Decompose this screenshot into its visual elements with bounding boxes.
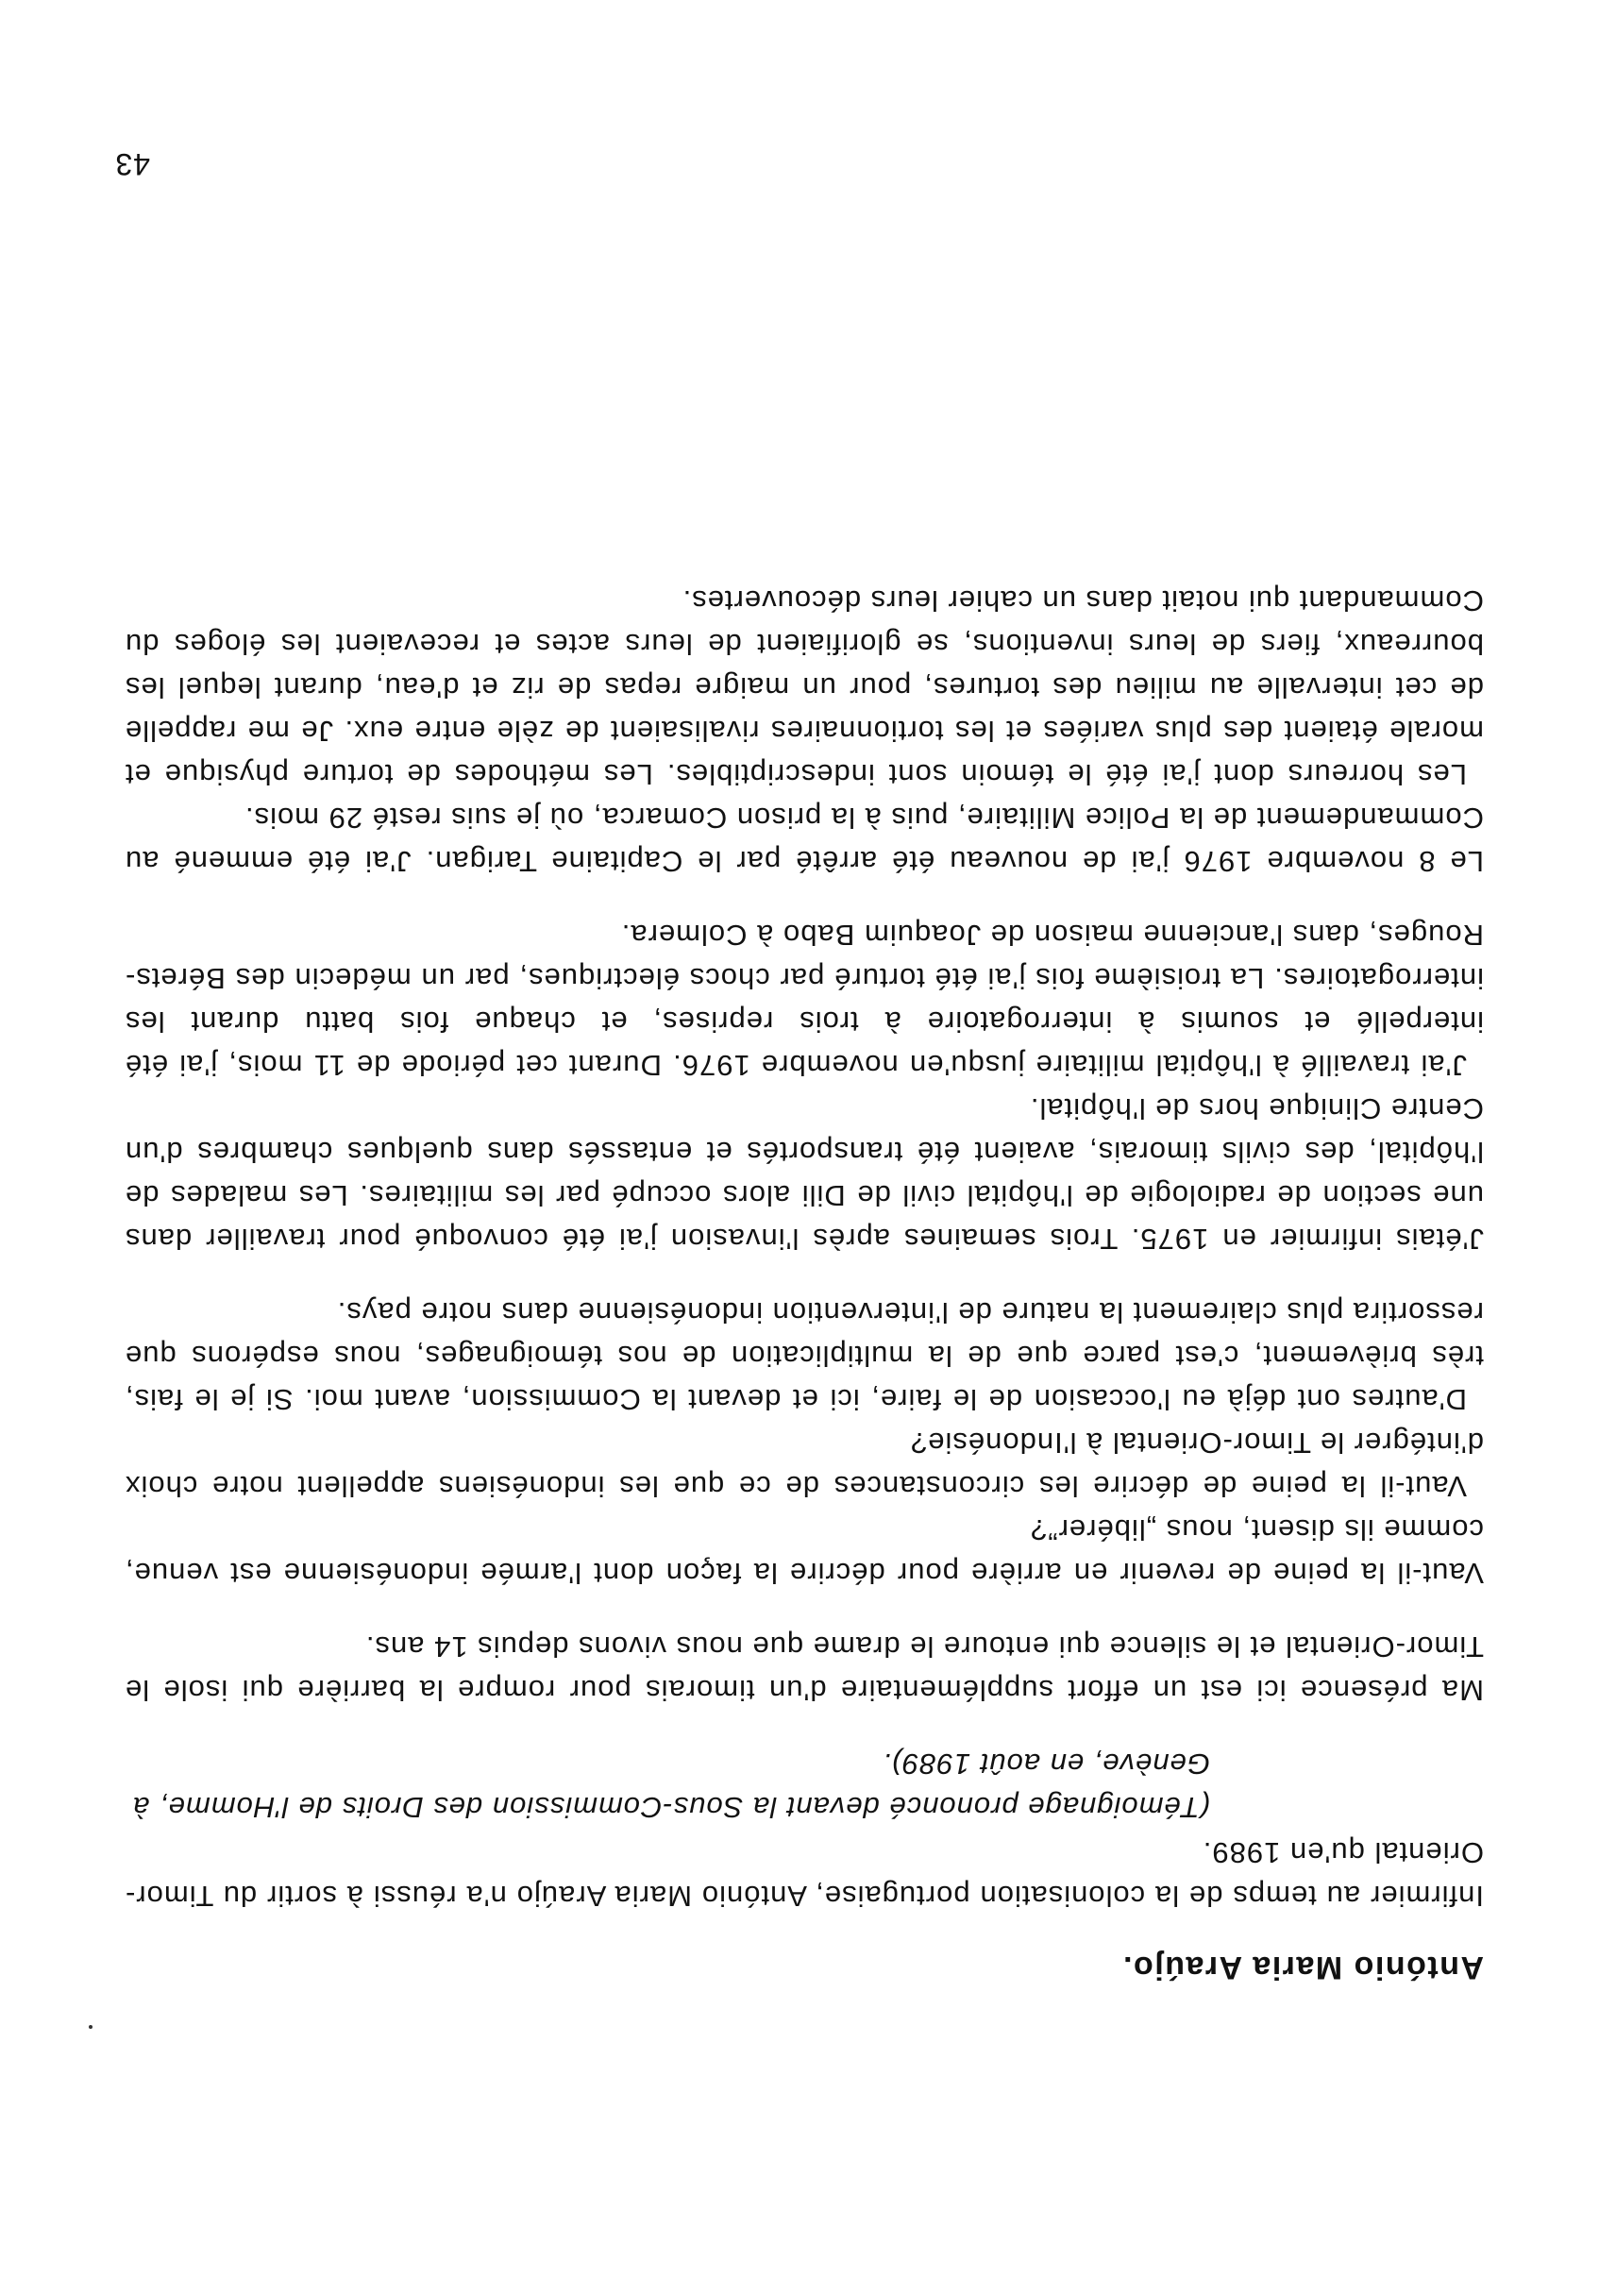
body-paragraph-6: J'ai travaillé à l'hôpital militaire jusqu'en novembre 1976. Durant cet période de 11 mois, j'ai été interpellé et soumis à interrogatoire à trois reprises, et chaque fois battu durant les interrogatoires. La troisième fois j'ai été torturé par chocs électriques, par un médecin des Bérets-Rouges, dans l'ancienne maison de Joaquim Babo à Colmera. [125, 919, 1484, 1082]
page-title: António Maria Araújo. [1121, 1950, 1484, 1985]
body-paragraph-8: Les horreurs dont j'ai été le témoin sont indescriptibles. Les méthodes de torture physique et morale étaient des plus variées et les tortionnaires rivalisaient de zèle entre eux. Je me rappelle de cet intervalle au milieu des tortures, pour un maigre repas de riz et d'eau, durant lequel les bourreaux, fiers de leurs inventions, se glorifiaient de leurs actes et recevaient les éloges du Commandant qui notait dans un cahier leurs découvertes. [125, 584, 1484, 791]
body-paragraph-4: D'autres ont déjà eu l'occasion de le faire, ici et devant la Commission, avant moi. Si je le fais, très brièvement, c'est parce que de la multiplication de nos témoignages, nous espérons que ressortira plus clairement la nature de l'intervention indonésienne dans notre pays. [125, 1296, 1484, 1416]
body-paragraph-3: Vaut-il la peine de décrire les circonstances de ce que les indonésiens appellent notre choix d'intégrer le Timor-Oriental à l'Indonésie? [125, 1427, 1484, 1503]
intro-paragraph: Infirmier au temps de la colonisation portugaise, António Maria Araújo n'a réussi à sortir du Timor-Oriental qu'en 1989. [125, 1836, 1484, 1913]
page-content [125, 549, 1484, 1989]
body-paragraph-2: Vaut-il la peine de revenir en arrière pour décrire la façon dont l'armée indonésienne est venue, comme ils disent, nous „libérer”? [125, 1513, 1484, 1590]
body-paragraph-5: J'étais infirmier en 1975. Trois semaines après l'invasion j'ai été convoqué pour travailler dans une section de radiologie de l'hôpital civil de Dili alors occupé par les militaires. Les malades de l'hôpital, des civils timorais, avaient été transportés et entassés dans quelques chambres d'un Centre Clinique hors de l'hôpital. [125, 1092, 1484, 1256]
body-paragraph-1: Ma présence ici est un effort supplémentaire d'un timorais pour rompre la barrière qui isole le Timor-Oriental et le silence qui entoure le drame que nous vivons depuis 14 ans. [125, 1630, 1484, 1707]
page-number: 43 [114, 147, 150, 181]
body-paragraph-7: Le 8 novembre 1976 j'ai de nouveau été arrêté par le Capitaine Tarigan. J'ai été emmené au Commandement de la Police Militaire, puis à la prison Comarca, où je suis resté 29 mois. [125, 802, 1484, 878]
scan-speck [89, 2025, 93, 2029]
testimony-caption: (Témoignage prononcé devant la Sous-Commission des Droits de l'Homme, à Genève, en août 1989). [132, 1747, 1210, 1824]
